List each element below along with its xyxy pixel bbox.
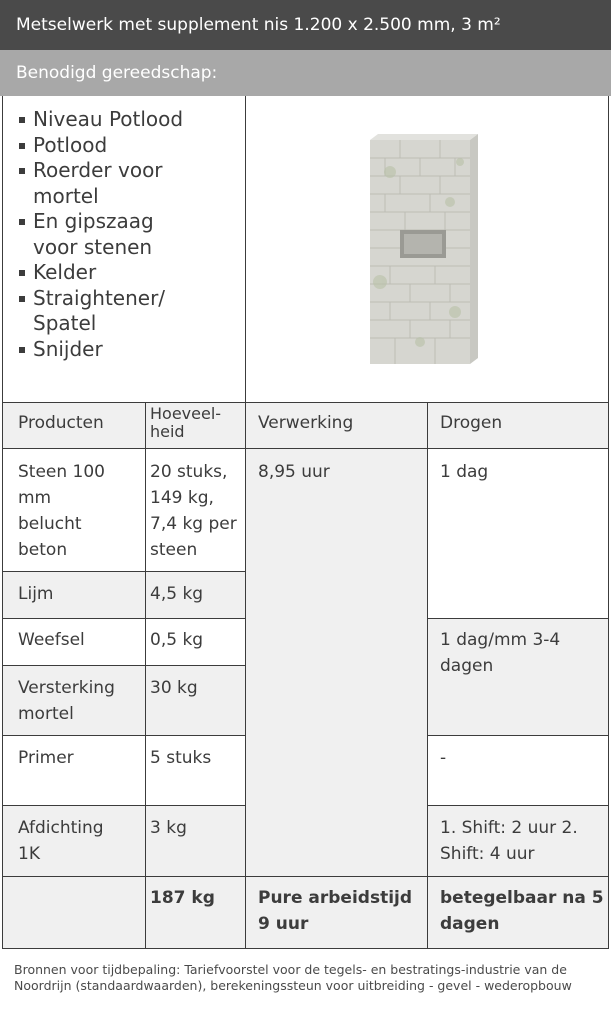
total-quantity: 187 kg <box>150 888 215 908</box>
row-line <box>2 665 246 666</box>
processing-column-background <box>246 448 427 876</box>
list-item: En gipszaag voor stenen <box>18 209 193 260</box>
quantity-cell: 5 stuks <box>150 748 212 768</box>
column-header-processing: Verwerking <box>258 413 354 433</box>
table-border-right <box>608 96 609 949</box>
page-title: Metselwerk met supplement nis 1.200 x 2.500 mm, 3 m² <box>0 0 611 50</box>
column-header-products: Producten <box>18 413 104 433</box>
row-line <box>2 618 246 619</box>
column-header-drying: Drogen <box>440 413 503 433</box>
drying-cell: - <box>440 748 447 768</box>
drying-divider <box>427 402 428 949</box>
row-line <box>2 735 246 736</box>
list-item: Potlood <box>18 133 233 159</box>
product-cell: Afdichting 1K <box>18 818 104 864</box>
table-border-left <box>2 96 3 949</box>
column-header-quantity: Hoeveel- heid <box>150 404 222 441</box>
total-processing: Pure arbeidstijd 9 uur <box>258 888 413 934</box>
row-line <box>427 735 609 736</box>
total-drying: betegelbaar na 5 dagen <box>440 888 604 934</box>
processing-cell: 8,95 uur <box>258 462 330 482</box>
header-bottom-line <box>2 448 609 449</box>
tools-heading: Benodigd gereedschap: <box>0 50 611 96</box>
sources-footnote: Bronnen voor tijdbepaling: Tariefvoorstel voor de tegels- en bestratings-industrie van de Noordrijn (standaardwaarden), berekeningssteun voor uitbreiding - gevel - wederopbouw <box>14 962 572 993</box>
tools-divider <box>245 96 246 949</box>
list-item: Roerder voor mortel <box>18 158 193 209</box>
list-item: Straightener/ Spatel <box>18 286 193 337</box>
tools-list <box>18 107 233 362</box>
list-item: Kelder <box>18 260 233 286</box>
drying-cell: 1. Shift: 2 uur 2. Shift: 4 uur <box>440 818 578 864</box>
row-line <box>2 571 246 572</box>
quantity-cell: 0,5 kg <box>150 630 204 650</box>
row-line <box>2 876 609 877</box>
quantity-cell: 4,5 kg <box>150 584 204 604</box>
product-cell: Steen 100 mm belucht beton <box>18 462 106 560</box>
drying-cell: 1 dag <box>440 462 489 482</box>
quantity-divider <box>145 402 146 949</box>
row-line <box>2 805 246 806</box>
product-cell: Versterking mortel <box>18 678 115 724</box>
product-cell: Lijm <box>18 584 54 604</box>
table-border-bottom <box>2 948 609 949</box>
row-line <box>427 805 609 806</box>
quantity-cell: 20 stuks, 149 kg, 7,4 kg per steen <box>150 462 237 560</box>
product-cell: Weefsel <box>18 630 85 650</box>
quantity-cell: 3 kg <box>150 818 187 838</box>
quantity-cell: 30 kg <box>150 678 198 698</box>
list-item: Niveau Potlood <box>18 107 233 133</box>
product-cell: Primer <box>18 748 74 768</box>
row-line <box>427 618 609 619</box>
tools-bottom-line <box>2 402 609 403</box>
wall-niche-image <box>360 132 484 368</box>
drying-cell: 1 dag/mm 3-4 dagen <box>440 630 561 676</box>
list-item: Snijder <box>18 337 233 363</box>
